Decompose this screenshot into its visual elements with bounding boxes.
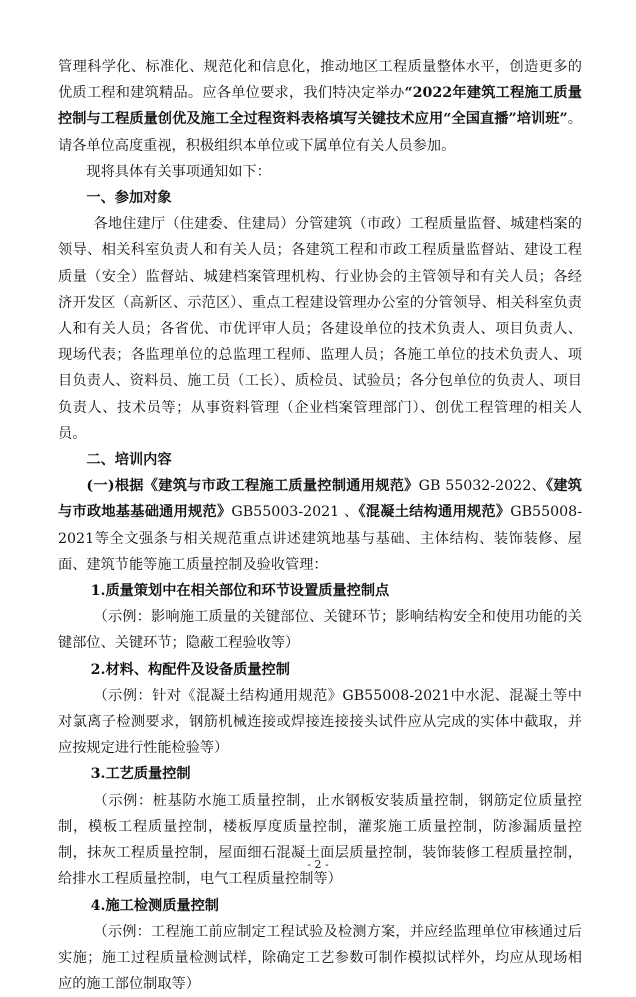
item-3-body: （示例：桩基防水施工质量控制，止水钢板安装质量控制，钢筋定位质量控制，模板工程质量控制，楼板厚度质量控制，灌浆施工质量控制，防渗漏质量控制，抹灰工程质量控制，屋面细石混凝土面层质量控制，装饰装修工程质量控制，给排水工程质量控制，电气工程质量控制等） — [58, 792, 582, 888]
item-2-heading: 2.材料、构配件及设备质量控制 — [90, 661, 290, 678]
notice-lead-paragraph: 现将具体有关事项通知如下： — [86, 163, 271, 180]
training-course-title: “2022年建筑工程施工质量控制与工程质量创优及施工全过程资料表格填写关键技术应用“全国直播”培训班” — [58, 85, 582, 128]
sub-1-bold-2: 《建筑与市政地基基础通用规范》 — [58, 478, 582, 521]
sub-1-normal-1: GB 55032-2022、 — [418, 478, 546, 495]
item-3-heading: 3.工艺质量控制 — [90, 766, 191, 783]
document-body — [58, 54, 582, 997]
intro-text-after: 。请各单位高度重视，积极组织本单位或下属单位有关人员参加。 — [58, 111, 582, 154]
intro-paragraph — [58, 54, 582, 159]
section-1-body: 各地住建厅（住建委、住建局）分管建筑（市政）工程质量监督、城建档案的领导、相关科室负责人和有关人员；各建筑工程和市政工程质量监督站、建设工程质量（安全）监督站、城建档案管理机构、行业协会的主管领导和有关人员；各经济开发区（高新区、示范区）、重点工程建设管理办公室的分管领导、相关科室负责人和有关人员；各省优、市优评审人员；各建设单位的技术负责人、项目负责人、现场代表；各监理单位的总监理工程师、监理人员；各施工单位的技术负责人、项目负责人、资料员、施工员（工长）、质检员、试验员；各分包单位的负责人、项目负责人、技术员等；从事资料管理（企业档案管理部门）、创优工程管理的相关人员。 — [58, 216, 582, 442]
section-2-sub-1 — [58, 473, 582, 578]
sub-1-normal-3: GB55008-2021等全文强条与相关规范重点讲述建筑地基与基础、主体结构、装饰装修、屋面、建筑节能等施工质量控制及验收管理： — [58, 504, 582, 573]
item-2-body: （示例：针对《混凝土结构通用规范》GB55008-2021中水泥、混凝土等中对氯离子检测要求，钢筋机械连接或焊接连接接头试件应从完成的实体中截取，并应按规定进行性能检验等） — [58, 687, 582, 757]
sub-1-normal-2: GB55003-2021 、 — [231, 504, 359, 521]
sub-1-bold-3: 《混凝土结构通用规范》 — [358, 504, 511, 521]
page-number: - 2 - — [307, 858, 329, 871]
sub-1-bold-1: (一)根据《建筑与市政工程施工质量控制通用规范》 — [86, 478, 419, 495]
section-2-heading: 二、培训内容 — [86, 452, 172, 469]
section-1-heading: 一、参加对象 — [86, 190, 172, 207]
intro-text-before: 管理科学化、标准化、规范化和信息化，推动地区工程质量整体水平，创造更多的优质工程和建筑精品。应各单位要求，我们特决定举办 — [58, 59, 582, 102]
item-1-body: （示例：影响施工质量的关键部位、关键环节；影响结构安全和使用功能的关键部位、关键环节；隐蔽工程验收等） — [58, 609, 582, 652]
item-4-heading: 4.施工检测质量控制 — [90, 897, 219, 914]
item-4-body: （示例：工程施工前应制定工程试验及检测方案，并应经监理单位审核通过后实施；施工过程质量检测试样，除确定工艺参数可制作模拟试样外，均应从现场相应的施工部位制取等） — [58, 923, 582, 993]
item-1-heading: 1.质量策划中在相关部位和环节设置质量控制点 — [90, 583, 390, 600]
